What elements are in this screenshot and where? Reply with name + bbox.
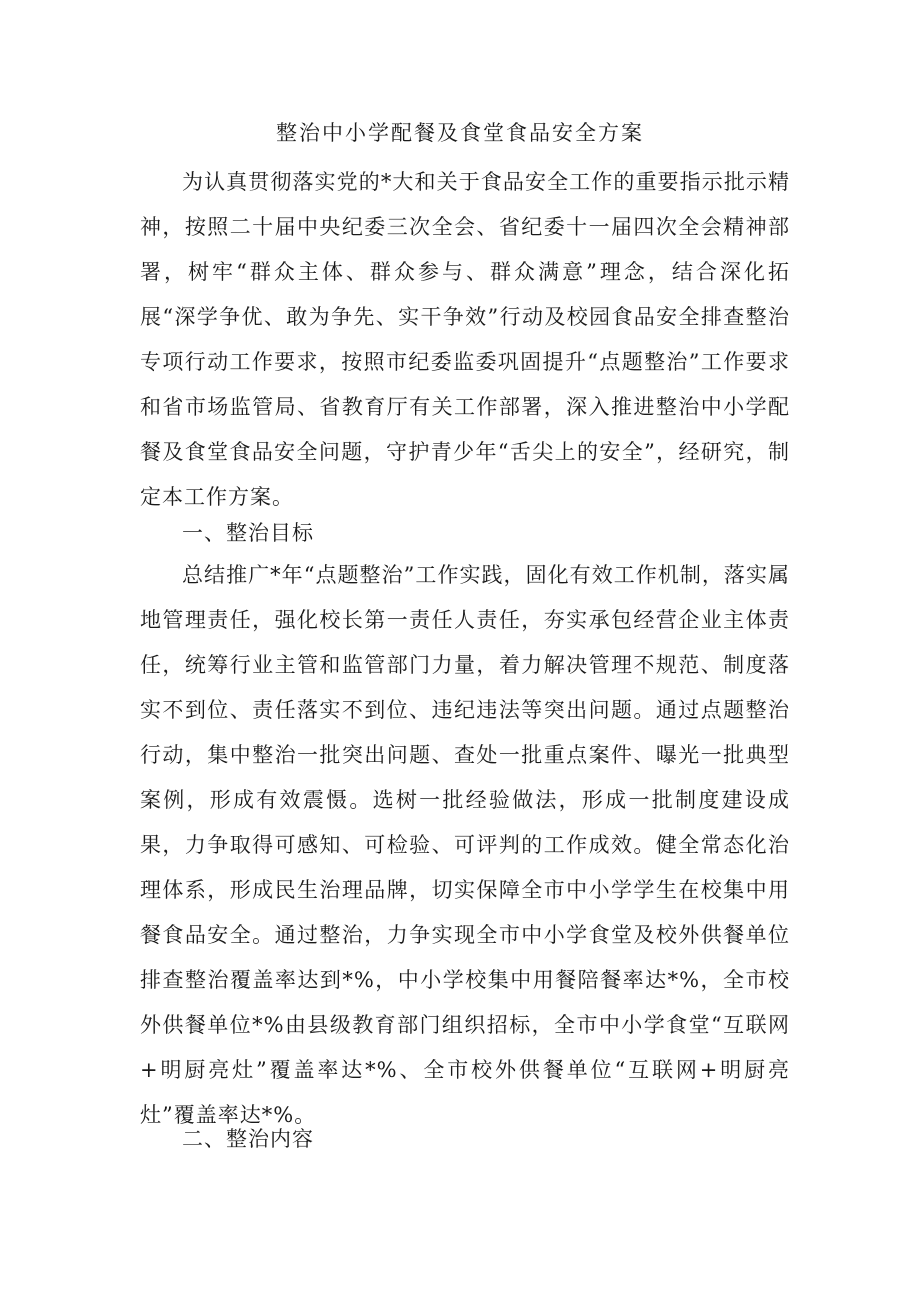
section-heading-goals: 一、整治目标	[182, 521, 314, 545]
goals-paragraph: 总结推广*年“点题整治”工作实践，固化有效工作机制，落实属地管理责任，强化校长第一责任人责任，夯实承包经营企业主体责任，统筹行业主管和监管部门力量，着力解决管理不规范、制度落实不到位、责任落实不到位、违纪违法等突出问题。通过点题整治行动，集中整治一批突出问题、查处一批重点案件、曝光一批典型案例，形成有效震慑。选树一批经验做法，形成一批制度建设成果，力争取得可感知、可检验、可评判的工作成效。健全常态化治理体系，形成民生治理品牌，切实保障全市中小学学生在校集中用餐食品安全。通过整治，力争实现全市中小学食堂及校外供餐单位排查整治覆盖率达到*%，中小学校集中用餐陪餐率达*%，全市校外供餐单位*%由县级教育部门组织招标，全市中小学食堂“互联网+明厨亮灶”覆盖率达*%、全市校外供餐单位“互联网+明厨亮灶”覆盖率达*%。	[140, 563, 790, 1127]
section-heading-content: 二、整治内容	[182, 1127, 314, 1151]
document-title: 整治中小学配餐及食堂食品安全方案	[276, 121, 644, 145]
intro-paragraph: 为认真贯彻落实党的*大和关于食品安全工作的重要指示批示精神，按照二十届中央纪委三次全会、省纪委十一届四次全会精神部署，树牢“群众主体、群众参与、群众满意”理念，结合深化拓展“深学争优、敢为争先、实干争效”行动及校园食品安全排查整治专项行动工作要求，按照市纪委监委巩固提升“点题整治”工作要求和省市场监管局、省教育厅有关工作部署，深入推进整治中小学配餐及食堂食品安全问题，守护青少年“舌尖上的安全”，经研究，制定本工作方案。	[140, 170, 790, 509]
